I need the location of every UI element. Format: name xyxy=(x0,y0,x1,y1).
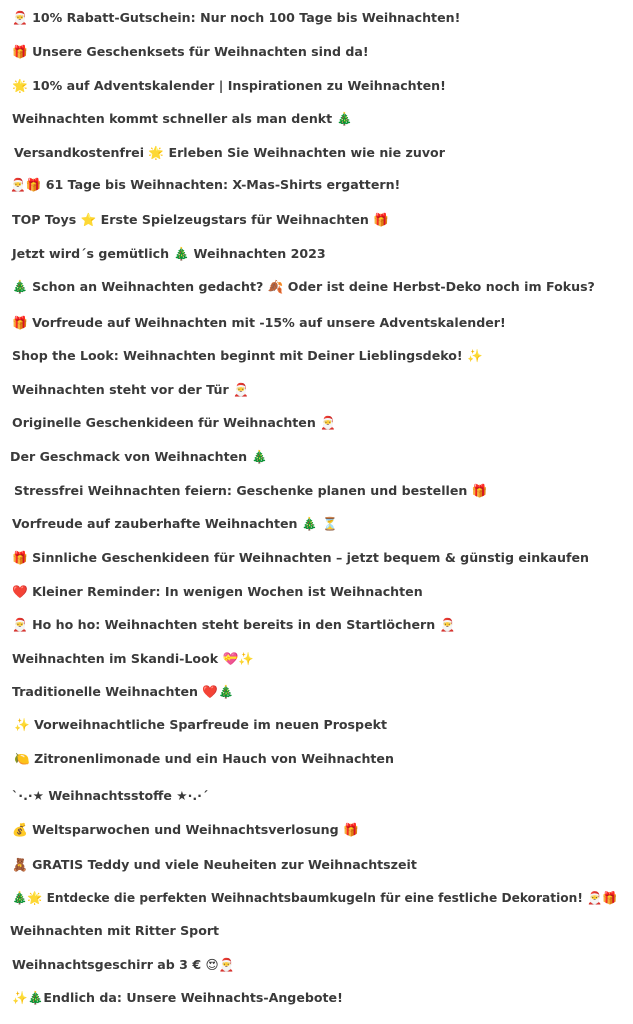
subject-line[interactable]: ❤️ Kleiner Reminder: In wenigen Wochen ist Weihnachten xyxy=(12,584,423,599)
subject-line[interactable]: Weihnachten steht vor der Tür 🎅 xyxy=(12,382,249,397)
subject-line[interactable]: Originelle Geschenkideen für Weihnachten 🎅 xyxy=(12,415,336,430)
subject-line[interactable]: `·.·★ Weihnachtsstoffe ★·.·´ xyxy=(12,788,209,803)
subject-line[interactable]: Versandkostenfrei 🌟 Erleben Sie Weihnachten wie nie zuvor xyxy=(14,145,445,160)
subject-line[interactable]: 🍋 Zitronenlimonade und ein Hauch von Weihnachten xyxy=(14,751,394,766)
subject-line[interactable]: 🎁 Sinnliche Geschenkideen für Weihnachten – jetzt bequem & günstig einkaufen xyxy=(12,550,590,565)
subject-line[interactable]: 🎄 Schon an Weihnachten gedacht? 🍂 Oder ist deine Herbst-Deko noch im Fokus? xyxy=(12,279,595,294)
subject-line[interactable]: 🎁 Unsere Geschenksets für Weihnachten sind da! xyxy=(12,44,369,59)
subject-line[interactable]: Shop the Look: Weihnachten beginnt mit Deiner Lieblingsdeko! ✨ xyxy=(12,348,483,363)
subject-line[interactable]: 💰 Weltsparwochen und Weihnachtsverlosung 🎁 xyxy=(12,822,359,837)
subject-line[interactable]: Weihnachten im Skandi-Look 💝✨ xyxy=(12,651,254,666)
subject-line[interactable]: 🎄🌟 Entdecke die perfekten Weihnachtsbaumkugeln für eine festliche Dekoration! 🎅🎁 xyxy=(12,891,618,905)
subject-line[interactable]: Weihnachtsgeschirr ab 3 € 😍🎅 xyxy=(12,957,235,972)
subject-line[interactable]: ✨🎄Endlich da: Unsere Weihnachts-Angebote! xyxy=(12,990,343,1005)
subject-line[interactable]: Traditionelle Weihnachten ❤️🎄 xyxy=(12,684,234,699)
subject-line[interactable]: 🎅🎁 61 Tage bis Weihnachten: X-Mas-Shirts ergattern! xyxy=(10,177,401,192)
subject-line[interactable]: TOP Toys ⭐ Erste Spielzeugstars für Weihnachten 🎁 xyxy=(12,212,389,227)
subject-line[interactable]: Jetzt wird´s gemütlich 🎄 Weihnachten 2023 xyxy=(12,246,326,261)
subject-line[interactable]: Stressfrei Weihnachten feiern: Geschenke planen und bestellen 🎁 xyxy=(14,483,488,498)
subject-line[interactable]: Weihnachten kommt schneller als man denkt 🎄 xyxy=(12,111,353,126)
subject-line[interactable]: Der Geschmack von Weihnachten 🎄 xyxy=(10,449,268,464)
subject-line[interactable]: 🎅 10% Rabatt-Gutschein: Nur noch 100 Tage bis Weihnachten! xyxy=(12,10,461,25)
subject-line[interactable]: Weihnachten mit Ritter Sport xyxy=(10,923,220,938)
subject-line[interactable]: ✨ Vorweihnachtliche Sparfreude im neuen Prospekt xyxy=(14,717,388,732)
subject-line[interactable]: 🎅 Ho ho ho: Weihnachten steht bereits in den Startlöchern 🎅 xyxy=(12,617,456,632)
subject-line[interactable]: 🌟 10% auf Adventskalender | Inspirationen zu Weihnachten! xyxy=(12,78,446,93)
subject-line[interactable]: Vorfreude auf zauberhafte Weihnachten 🎄 ⏳ xyxy=(12,516,338,531)
subject-line[interactable]: 🧸 GRATIS Teddy und viele Neuheiten zur Weihnachtszeit xyxy=(12,857,417,872)
subject-line[interactable]: 🎁 Vorfreude auf Weihnachten mit -15% auf unsere Adventskalender! xyxy=(12,315,506,330)
